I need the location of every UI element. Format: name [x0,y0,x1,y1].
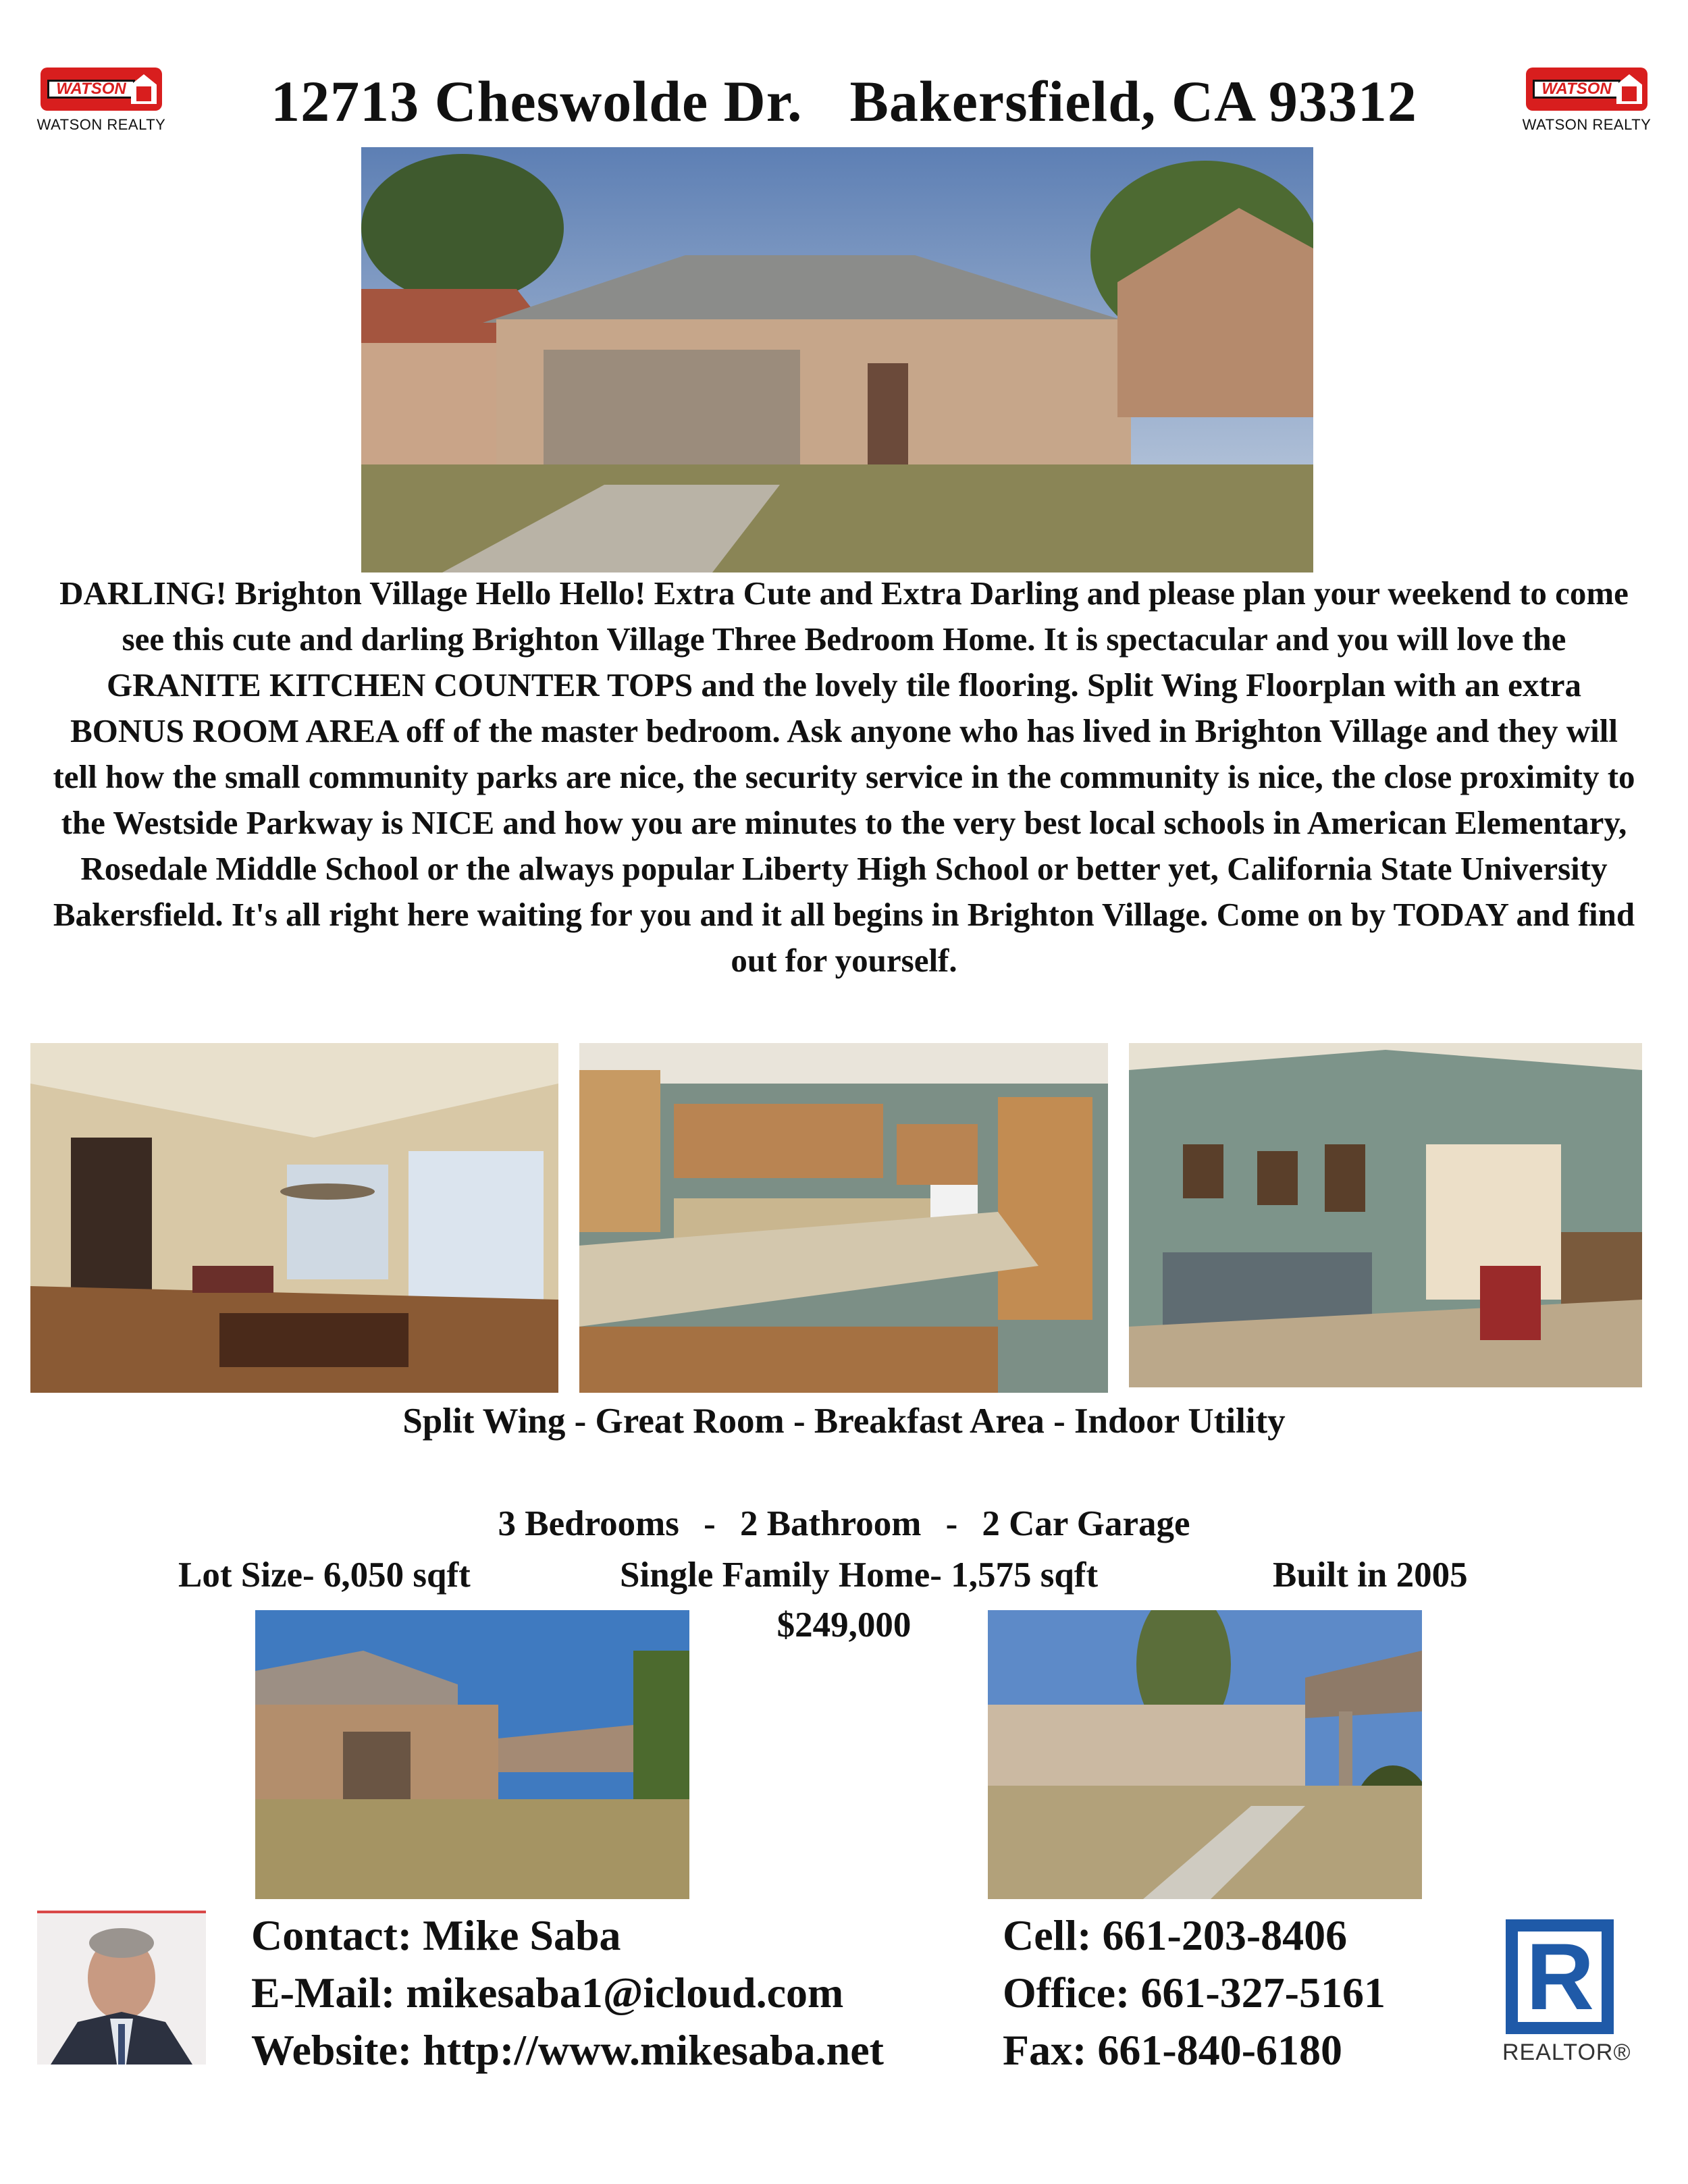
watson-realty-logo-left: WATSON WATSON REALTY [30,68,172,142]
contact-fax: Fax: 661-840-6180 [1003,2026,1343,2074]
contact-website[interactable]: Website: http://www.mikesaba.net [251,2026,884,2074]
lot-size: Lot Size- 6,050 sqft [178,1555,471,1595]
kitchen-photo [579,1043,1108,1393]
backyard-photo-1 [255,1610,689,1899]
bathrooms: 2 Bathroom [739,1504,922,1543]
front-exterior-photo [361,147,1313,572]
contact-name: Contact: Mike Saba [251,1911,621,1959]
page-title [0,68,1688,135]
bedroom-photo [1129,1043,1642,1387]
bedrooms: 3 Bedrooms [498,1504,679,1543]
contact-office: Office: 661-327-5161 [1003,1969,1386,2017]
great-room-photo [30,1043,558,1393]
watson-realty-logo-right: WATSON WATSON REALTY [1516,68,1658,142]
garage: 2 Car Garage [982,1504,1190,1543]
year-built: Built in 2005 [1273,1555,1468,1595]
address-city: Bakersfield, CA 93312 [849,69,1417,134]
realtor-logo: R REALTOR® [1502,1919,1637,2075]
agent-headshot [37,1911,206,2065]
size-stats [0,1551,1688,1599]
separator: - [945,1504,958,1543]
address-street: 12713 Cheswolde Dr. [271,69,803,134]
backyard-photo-2 [988,1610,1422,1899]
room-stats [0,1500,1688,1547]
price: $249,000 [776,1605,912,1645]
features-line: Split Wing - Great Room - Breakfast Area - Indoor Utility [402,1402,1286,1441]
home-size: Single Family Home- 1,575 sqft [620,1555,1099,1595]
contact-email[interactable]: E-Mail: mikesaba1@icloud.com [251,1969,844,2017]
listing-description: DARLING! Brighton Village Hello Hello! Extra Cute and Extra Darling and please plan your weekend to come see this cute and darling Brighton Village Three Bedroom Home. It is spectacular and you will love the GRANITE KITCHEN COUNTER TOPS and the lovely tile flooring. Split Wing Floorplan with an extra BONUS ROOM AREA off of the master bedroom. Ask anyone who has lived in Brighton Village and they will tell how the small community parks are nice, the security service in the community is nice, the close proximity to the Westside Parkway is NICE and how you are minutes to the very best local schools in American Elementary, Rosedale Middle School or the always popular Liberty High School or better yet, California State University Bakersfield. It's all right here waiting for you and it all begins in Brighton Village. Come on by TODAY and find out for yourself. [53,575,1635,979]
separator: - [704,1504,716,1543]
contact-cell: Cell: 661-203-8406 [1003,1911,1348,1959]
